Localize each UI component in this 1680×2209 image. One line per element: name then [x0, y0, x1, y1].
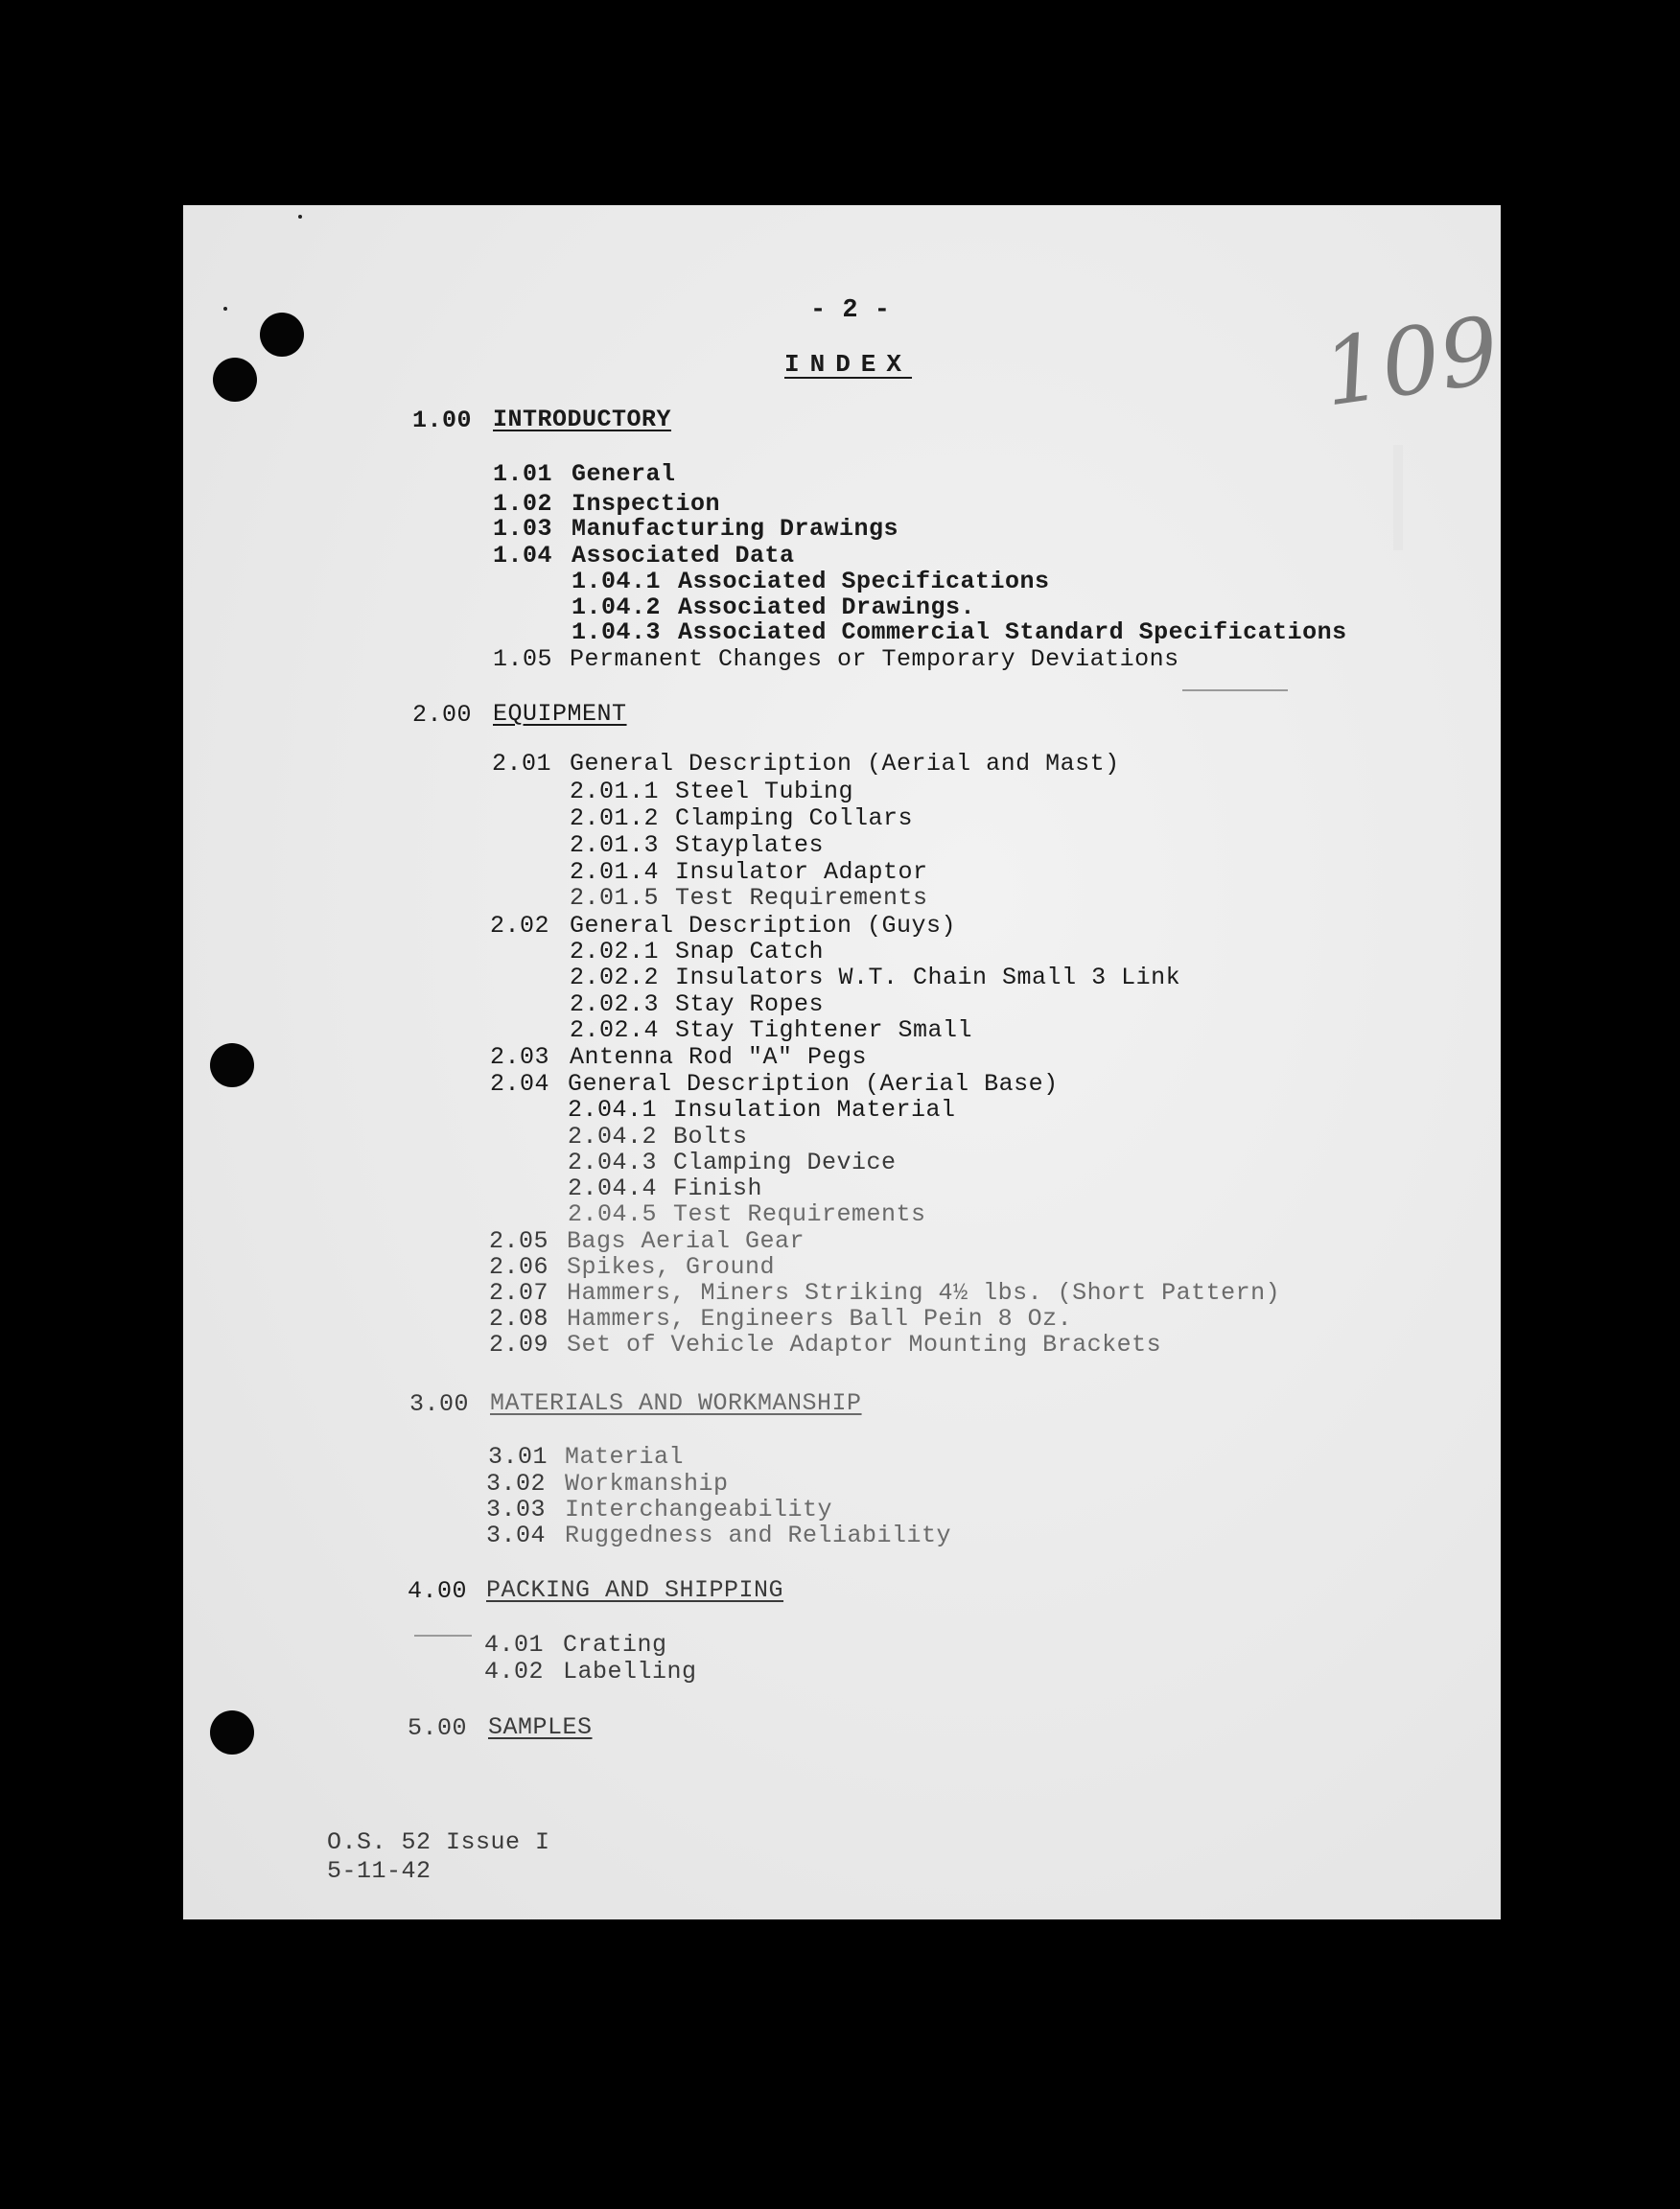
subitem-text: Snap Catch	[675, 938, 825, 965]
speck	[223, 307, 227, 311]
item-number: 3.01	[488, 1443, 548, 1471]
subitem-number: 2.02.3	[570, 990, 660, 1018]
item-text: Set of Vehicle Adaptor Mounting Brackets	[567, 1331, 1162, 1359]
subitem-text: Clamping Collars	[675, 804, 914, 832]
subitem-text: Bolts	[673, 1123, 748, 1151]
section-title: PACKING AND SHIPPING	[486, 1576, 784, 1604]
subitem-text: Clamping Device	[673, 1149, 897, 1176]
subitem-text: Finish	[673, 1174, 763, 1202]
paper-mark	[1182, 689, 1288, 691]
subitem-text: Stay Tightener Small	[675, 1016, 973, 1044]
item-number: 2.05	[489, 1227, 549, 1255]
subitem-text: Test Requirements	[673, 1200, 926, 1228]
subitem-number: 2.01.3	[570, 831, 660, 859]
item-text: Crating	[563, 1631, 667, 1659]
svg-text:109: 109	[1316, 296, 1505, 428]
document-code: O.S. 52 Issue I	[327, 1828, 550, 1856]
page-number: - 2 -	[810, 296, 891, 325]
item-number: 1.02	[493, 490, 553, 518]
section-number: 3.00	[409, 1390, 470, 1418]
item-text: General	[572, 460, 676, 488]
item-number: 3.02	[486, 1470, 547, 1498]
subitem-text: Steel Tubing	[675, 778, 854, 805]
subitem-number: 1.04.2	[572, 593, 662, 621]
subitem-text: Insulators W.T. Chain Small 3 Link	[675, 964, 1181, 991]
item-text: General Description (Aerial Base)	[568, 1070, 1059, 1098]
item-text: Labelling	[563, 1658, 697, 1686]
subitem-number: 2.04.5	[568, 1200, 658, 1228]
item-text: Permanent Changes or Temporary Deviations	[570, 645, 1179, 673]
item-number: 2.06	[489, 1253, 549, 1281]
item-number: 4.01	[484, 1631, 545, 1659]
handwritten-page-number	[1315, 296, 1505, 445]
subitem-text: Associated Specifications	[678, 568, 1050, 595]
subitem-number: 1.04.3	[572, 618, 662, 646]
punch-hole	[210, 1710, 254, 1755]
item-number: 1.03	[493, 515, 553, 543]
subitem-text: Stay Ropes	[675, 990, 825, 1018]
subitem-text: Insulation Material	[673, 1096, 956, 1124]
item-text: Spikes, Ground	[567, 1253, 776, 1281]
subitem-number: 2.01.1	[570, 778, 660, 805]
document-date: 5-11-42	[327, 1857, 432, 1885]
section-number: 4.00	[408, 1577, 468, 1605]
subitem-number: 2.04.3	[568, 1149, 658, 1176]
subitem-text: Test Requirements	[675, 884, 928, 912]
subitem-number: 2.01.4	[570, 858, 660, 886]
item-number: 2.04	[490, 1070, 550, 1098]
item-text: Interchangeability	[565, 1496, 833, 1523]
section-title: SAMPLES	[488, 1713, 593, 1741]
item-number: 2.02	[490, 912, 550, 940]
subitem-number: 2.01.2	[570, 804, 660, 832]
punch-hole	[210, 1043, 254, 1087]
item-number: 3.04	[486, 1522, 547, 1549]
item-text: Material	[565, 1443, 685, 1471]
item-text: Associated Data	[572, 542, 795, 570]
item-text: Workmanship	[565, 1470, 729, 1498]
section-title: MATERIALS AND WORKMANSHIP	[490, 1389, 862, 1417]
item-number: 2.03	[490, 1043, 550, 1071]
item-number: 4.02	[484, 1658, 545, 1686]
section-number: 2.00	[412, 701, 473, 729]
item-text: General Description (Aerial and Mast)	[570, 750, 1120, 778]
item-number: 2.09	[489, 1331, 549, 1359]
item-text: Ruggedness and Reliability	[565, 1522, 952, 1549]
item-text: General Description (Guys)	[570, 912, 957, 940]
section-number: 1.00	[412, 407, 473, 434]
item-number: 2.01	[492, 750, 552, 778]
subitem-number: 2.02.4	[570, 1016, 660, 1044]
speck	[298, 215, 302, 219]
page-title: INDEX	[784, 350, 913, 379]
subitem-text: Associated Drawings.	[678, 593, 976, 621]
item-text: Hammers, Miners Striking 4½ lbs. (Short Pattern)	[567, 1279, 1281, 1307]
punch-hole	[260, 313, 304, 357]
item-number: 2.08	[489, 1305, 549, 1333]
item-text: Inspection	[572, 490, 721, 518]
subitem-text: Stayplates	[675, 831, 825, 859]
punch-hole	[213, 358, 257, 402]
subitem-number: 2.04.1	[568, 1096, 658, 1124]
document-page	[183, 205, 1505, 1919]
item-text: Hammers, Engineers Ball Pein 8 Oz.	[567, 1305, 1073, 1333]
subitem-text: Associated Commercial Standard Specifications	[678, 618, 1347, 646]
subitem-number: 2.04.4	[568, 1174, 658, 1202]
subitem-text: Insulator Adaptor	[675, 858, 928, 886]
item-number: 1.01	[493, 460, 553, 488]
section-number: 5.00	[408, 1714, 468, 1742]
subitem-number: 2.01.5	[570, 884, 660, 912]
subitem-number: 2.04.2	[568, 1123, 658, 1151]
item-number: 3.03	[486, 1496, 547, 1523]
item-text: Antenna Rod "A" Pegs	[570, 1043, 868, 1071]
item-text: Bags Aerial Gear	[567, 1227, 805, 1255]
item-number: 1.05	[493, 645, 553, 673]
item-number: 1.04	[493, 542, 553, 570]
subitem-number: 2.02.1	[570, 938, 660, 965]
section-title: INTRODUCTORY	[493, 406, 672, 433]
subitem-number: 1.04.1	[572, 568, 662, 595]
paper-mark	[414, 1635, 472, 1637]
paper-mark	[1393, 445, 1403, 550]
item-text: Manufacturing Drawings	[572, 515, 899, 543]
item-number: 2.07	[489, 1279, 549, 1307]
section-title: EQUIPMENT	[493, 700, 627, 728]
subitem-number: 2.02.2	[570, 964, 660, 991]
